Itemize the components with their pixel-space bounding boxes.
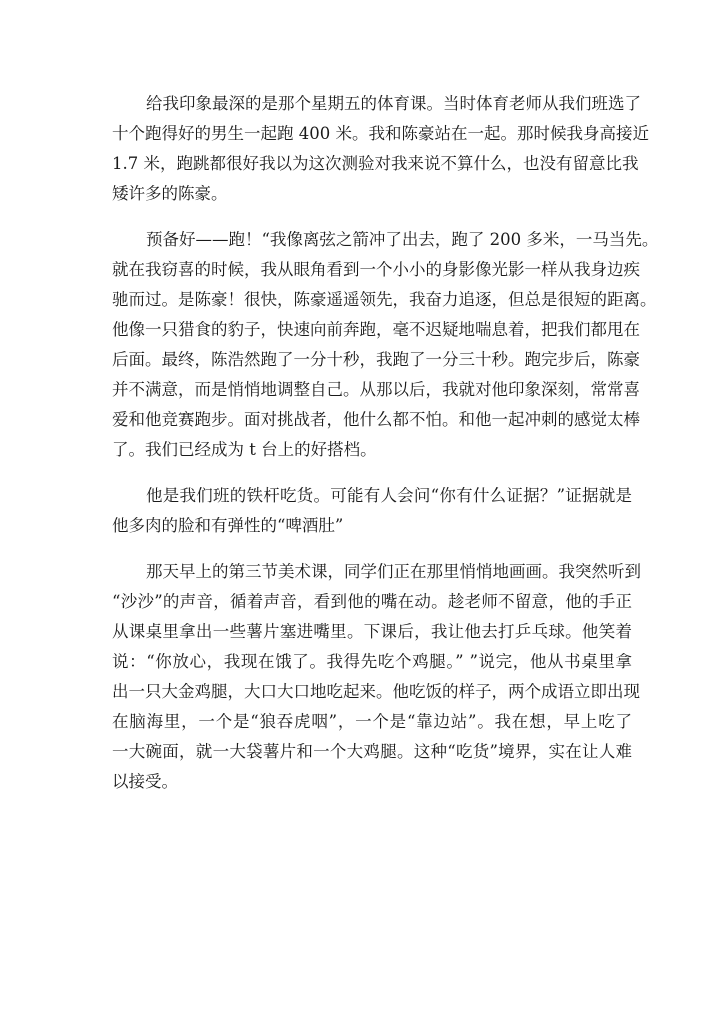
paragraph-1 xyxy=(112,89,649,209)
paragraph-line: 矮许多的陈豪。 xyxy=(112,184,228,203)
paragraph-line: “沙沙”的声音，循着声音，看到他的嘴在动。趁老师不留意，他的手正 xyxy=(112,592,632,611)
paragraph-line: 他是我们班的铁杆吃货。可能有人会问“你有什么证据？”证据就是 xyxy=(146,486,632,505)
paragraph-line: 预备好——跑！“我像离弦之箭冲了出去，跑了 200 多米，一马当先。 xyxy=(146,230,659,249)
document-body xyxy=(112,89,659,813)
paragraph-line: 他多肉的脸和有弹性的“啤酒肚” xyxy=(112,516,344,535)
paragraph-line: 并不满意，而是悄悄地调整自己。从那以后，我就对他印象深刻，常常喜 xyxy=(112,380,640,399)
paragraph-line: 出一只大金鸡腿，大口大口地吃起来。他吃饭的样子，两个成语立即出现 xyxy=(112,682,640,701)
paragraph-line: 从课桌里拿出一些薯片塞进嘴里。下课后，我让他去打乒乓球。他笑着 xyxy=(112,622,632,641)
paragraph-line: 给我印象最深的是那个星期五的体育课。当时体育老师从我们班选了 xyxy=(146,94,641,113)
paragraph-line: 就在我窃喜的时候，我从眼角看到一个小小的身影像光影一样从我身边疾 xyxy=(112,260,640,279)
paragraph-line: 爱和他竞赛跑步。面对挑战者，他什么都不怕。和他一起冲刺的感觉太棒 xyxy=(112,410,640,429)
paragraph-2 xyxy=(112,225,659,465)
paragraph-line: 了。我们已经成为 t 台上的好搭档。 xyxy=(112,440,377,459)
paragraph-line: 以接受。 xyxy=(112,772,178,791)
paragraph-line: 一大碗面，就一大袋薯片和一个大鸡腿。这种“吃货”境界，实在让人难 xyxy=(112,742,632,761)
paragraph-line: 十个跑得好的男生一起跑 400 米。我和陈豪站在一起。那时候我身高接近 xyxy=(112,124,649,143)
paragraph-3 xyxy=(112,481,632,541)
paragraph-line: 那天早上的第三节美术课，同学们正在那里悄悄地画画。我突然听到 xyxy=(146,562,641,581)
paragraph-line: 他像一只猎食的豹子，快速向前奔跑，毫不迟疑地喘息着，把我们都甩在 xyxy=(112,320,640,339)
paragraph-line: 驰而过。是陈豪！很快，陈豪遥遥领先，我奋力追逐，但总是很短的距离。 xyxy=(112,290,657,309)
paragraph-line: 1.7 米，跑跳都很好我以为这次测验对我来说不算什么，也没有留意比我 xyxy=(112,154,639,173)
paragraph-line: 说：“你放心，我现在饿了。我得先吃个鸡腿。” ”说完，他从书桌里拿 xyxy=(112,652,632,671)
paragraph-4 xyxy=(112,557,641,797)
paragraph-line: 后面。最终，陈浩然跑了一分十秒，我跑了一分三十秒。跑完步后，陈豪 xyxy=(112,350,640,369)
paragraph-line: 在脑海里，一个是“狼吞虎咽”，一个是“靠边站”。我在想，早上吃了 xyxy=(112,712,632,731)
